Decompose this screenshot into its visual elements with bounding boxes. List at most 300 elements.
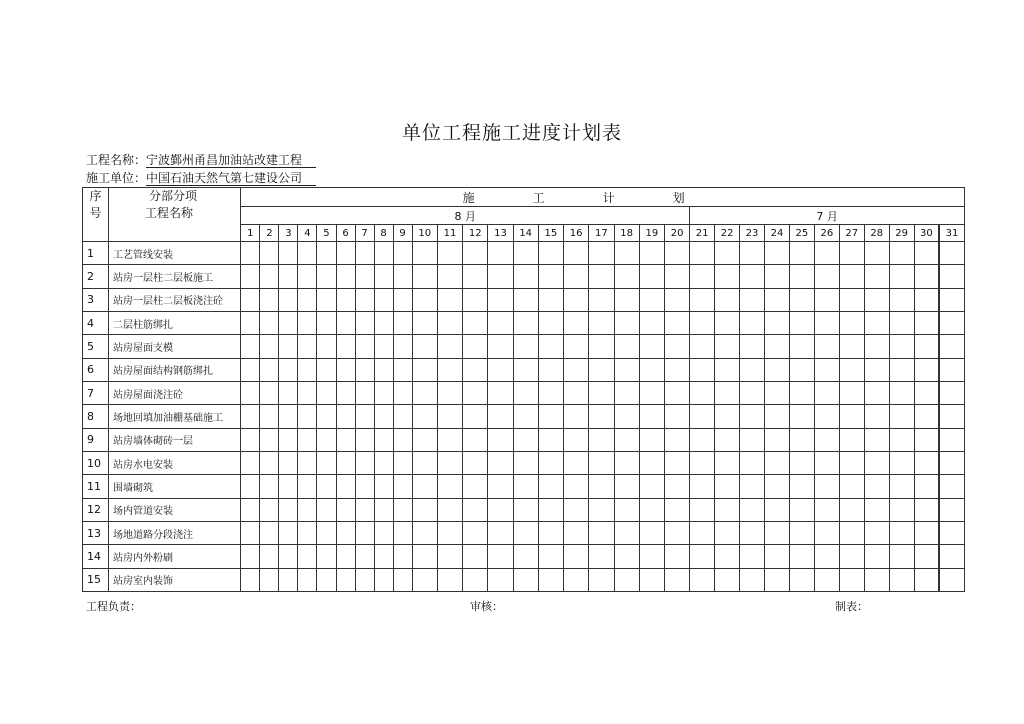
schedule-cell (839, 312, 864, 335)
schedule-cell (864, 265, 889, 288)
schedule-cell (690, 545, 715, 568)
schedule-cell (740, 522, 765, 545)
schedule-cell (538, 382, 563, 405)
schedule-cell (789, 568, 814, 591)
schedule-cell (374, 405, 393, 428)
schedule-cell (765, 382, 790, 405)
schedule-cell (939, 475, 964, 498)
schedule-cell (393, 475, 412, 498)
schedule-cell (789, 428, 814, 451)
day-header-cell: 17 (589, 225, 614, 242)
schedule-cell (889, 522, 914, 545)
schedule-cell (298, 522, 317, 545)
schedule-cell (889, 428, 914, 451)
schedule-cell (864, 475, 889, 498)
schedule-cell (789, 452, 814, 475)
schedule-cell (614, 405, 639, 428)
schedule-cell (664, 265, 689, 288)
task-name: 站房屋面结构钢筋绑扎 (109, 358, 241, 381)
schedule-cell (889, 288, 914, 311)
schedule-cell (412, 335, 437, 358)
task-number: 11 (83, 475, 109, 498)
schedule-cell (513, 358, 538, 381)
schedule-cell (355, 522, 374, 545)
schedule-cell (564, 405, 589, 428)
schedule-cell (260, 522, 279, 545)
schedule-cell (564, 265, 589, 288)
schedule-cell (765, 358, 790, 381)
schedule-cell (260, 288, 279, 311)
schedule-cell (538, 568, 563, 591)
schedule-cell (393, 405, 412, 428)
footer-maker: 制表： (835, 600, 868, 613)
schedule-cell (864, 405, 889, 428)
schedule-cell (715, 522, 740, 545)
schedule-cell (393, 498, 412, 521)
task-name: 场地回填加油棚基础施工 (109, 405, 241, 428)
schedule-cell (298, 452, 317, 475)
schedule-cell (437, 545, 462, 568)
schedule-cell (765, 242, 790, 265)
table-row (83, 265, 965, 288)
schedule-cell (839, 335, 864, 358)
schedule-cell (488, 358, 513, 381)
schedule-cell (889, 498, 914, 521)
schedule-cell (374, 382, 393, 405)
schedule-cell (914, 405, 939, 428)
day-header-cell: 30 (914, 225, 939, 242)
schedule-cell (715, 382, 740, 405)
schedule-cell (889, 242, 914, 265)
schedule-cell (298, 242, 317, 265)
task-name: 工艺管线安装 (109, 242, 241, 265)
schedule-cell (814, 545, 839, 568)
schedule-cell (463, 358, 488, 381)
day-header-cell: 29 (889, 225, 914, 242)
table-row (83, 452, 965, 475)
project-name-line (86, 151, 316, 168)
schedule-cell (298, 428, 317, 451)
schedule-cell (463, 498, 488, 521)
schedule-cell (589, 405, 614, 428)
schedule-cell (589, 312, 614, 335)
schedule-cell (355, 405, 374, 428)
schedule-cell (241, 522, 260, 545)
schedule-cell (260, 428, 279, 451)
schedule-cell (317, 288, 336, 311)
table-row (83, 498, 965, 521)
schedule-cell (740, 265, 765, 288)
schedule-cell (564, 568, 589, 591)
schedule-cell (488, 382, 513, 405)
day-header-cell: 16 (564, 225, 589, 242)
schedule-cell (260, 568, 279, 591)
table-row (83, 568, 965, 591)
schedule-cell (564, 288, 589, 311)
schedule-cell (488, 498, 513, 521)
day-header-cell: 18 (614, 225, 639, 242)
schedule-cell (889, 405, 914, 428)
schedule-cell (279, 288, 298, 311)
schedule-cell (614, 358, 639, 381)
schedule-cell (639, 335, 664, 358)
schedule-cell (279, 452, 298, 475)
schedule-cell (664, 312, 689, 335)
schedule-cell (715, 498, 740, 521)
schedule-cell (393, 265, 412, 288)
task-name: 站房屋面支模 (109, 335, 241, 358)
schedule-cell (839, 428, 864, 451)
schedule-cell (715, 452, 740, 475)
schedule-cell (260, 312, 279, 335)
task-number: 8 (83, 405, 109, 428)
schedule-cell (864, 382, 889, 405)
schedule-cell (765, 475, 790, 498)
schedule-cell (814, 382, 839, 405)
schedule-cell (939, 312, 964, 335)
schedule-cell (513, 335, 538, 358)
schedule-cell (317, 382, 336, 405)
task-number: 5 (83, 335, 109, 358)
seq-header-top: 序 (89, 189, 102, 203)
schedule-cell (317, 428, 336, 451)
schedule-cell (740, 545, 765, 568)
schedule-cell (241, 242, 260, 265)
schedule-cell (298, 568, 317, 591)
schedule-cell (789, 335, 814, 358)
schedule-cell (564, 545, 589, 568)
schedule-cell (789, 312, 814, 335)
schedule-cell (241, 288, 260, 311)
schedule-cell (614, 452, 639, 475)
project-name-value: 宁波鄞州甬昌加油站改建工程 (146, 153, 316, 168)
schedule-cell (437, 242, 462, 265)
schedule-cell (355, 498, 374, 521)
task-number: 7 (83, 382, 109, 405)
schedule-cell (336, 545, 355, 568)
schedule-cell (740, 242, 765, 265)
schedule-cell (939, 545, 964, 568)
schedule-cell (463, 405, 488, 428)
schedule-cell (336, 312, 355, 335)
schedule-cell (939, 288, 964, 311)
schedule-cell (437, 405, 462, 428)
schedule-cell (715, 405, 740, 428)
schedule-cell (279, 428, 298, 451)
schedule-cell (437, 265, 462, 288)
schedule-cell (513, 452, 538, 475)
schedule-cell (260, 242, 279, 265)
schedule-cell (914, 358, 939, 381)
day-header-cell: 15 (538, 225, 563, 242)
schedule-cell (564, 358, 589, 381)
schedule-cell (740, 382, 765, 405)
day-header-cell: 5 (317, 225, 336, 242)
schedule-cell (298, 475, 317, 498)
schedule-cell (279, 265, 298, 288)
schedule-cell (279, 568, 298, 591)
schedule-cell (538, 265, 563, 288)
schedule-cell (814, 475, 839, 498)
schedule-cell (690, 568, 715, 591)
day-header-cell: 25 (789, 225, 814, 242)
schedule-cell (355, 568, 374, 591)
schedule-cell (317, 312, 336, 335)
schedule-cell (664, 452, 689, 475)
schedule-cell (889, 452, 914, 475)
schedule-cell (639, 242, 664, 265)
schedule-cell (298, 312, 317, 335)
schedule-cell (690, 428, 715, 451)
schedule-cell (463, 568, 488, 591)
schedule-cell (298, 498, 317, 521)
schedule-cell (437, 475, 462, 498)
day-header-cell: 20 (664, 225, 689, 242)
schedule-cell (690, 312, 715, 335)
schedule-cell (614, 288, 639, 311)
schedule-cell (914, 312, 939, 335)
schedule-cell (463, 522, 488, 545)
schedule-cell (564, 475, 589, 498)
task-name: 二层柱筋绑扎 (109, 312, 241, 335)
task-number: 4 (83, 312, 109, 335)
schedule-cell (664, 428, 689, 451)
construction-unit-line (86, 169, 316, 186)
schedule-cell (864, 242, 889, 265)
schedule-cell (914, 428, 939, 451)
schedule-cell (814, 428, 839, 451)
schedule-cell (690, 335, 715, 358)
schedule-cell (914, 335, 939, 358)
table-row (83, 358, 965, 381)
schedule-cell (639, 522, 664, 545)
schedule-cell (589, 452, 614, 475)
schedule-cell (839, 382, 864, 405)
task-number: 13 (83, 522, 109, 545)
schedule-cell (765, 265, 790, 288)
schedule-cell (279, 545, 298, 568)
day-header-cell: 12 (463, 225, 488, 242)
schedule-cell (589, 428, 614, 451)
schedule-cell (614, 265, 639, 288)
schedule-cell (740, 452, 765, 475)
plan-header: 施工计划 (241, 188, 965, 207)
schedule-cell (564, 312, 589, 335)
schedule-cell (864, 452, 889, 475)
schedule-cell (374, 498, 393, 521)
schedule-cell (336, 428, 355, 451)
table-row (83, 312, 965, 335)
schedule-cell (463, 335, 488, 358)
schedule-cell (437, 452, 462, 475)
schedule-cell (412, 545, 437, 568)
schedule-cell (260, 475, 279, 498)
schedule-cell (939, 242, 964, 265)
schedule-cell (740, 358, 765, 381)
month-header-1: 8 月 (241, 207, 690, 225)
schedule-cell (564, 242, 589, 265)
schedule-cell (412, 522, 437, 545)
task-number: 6 (83, 358, 109, 381)
schedule-cell (374, 568, 393, 591)
schedule-cell (538, 288, 563, 311)
schedule-cell (740, 498, 765, 521)
schedule-cell (412, 242, 437, 265)
schedule-cell (765, 498, 790, 521)
schedule-cell (839, 452, 864, 475)
schedule-cell (939, 335, 964, 358)
schedule-cell (412, 475, 437, 498)
schedule-cell (437, 288, 462, 311)
schedule-cell (814, 498, 839, 521)
schedule-cell (412, 428, 437, 451)
schedule-cell (241, 358, 260, 381)
schedule-cell (614, 312, 639, 335)
schedule-cell (336, 288, 355, 311)
day-header-cell: 9 (393, 225, 412, 242)
schedule-cell (814, 335, 839, 358)
schedule-cell (463, 312, 488, 335)
schedule-cell (614, 522, 639, 545)
schedule-cell (279, 312, 298, 335)
schedule-cell (463, 475, 488, 498)
schedule-cell (538, 358, 563, 381)
task-name: 场内管道安装 (109, 498, 241, 521)
table-row (83, 382, 965, 405)
schedule-cell (939, 498, 964, 521)
day-header-cell: 21 (690, 225, 715, 242)
table-row (83, 288, 965, 311)
schedule-cell (260, 405, 279, 428)
schedule-cell (437, 498, 462, 521)
schedule-cell (690, 382, 715, 405)
schedule-cell (298, 288, 317, 311)
schedule-cell (789, 498, 814, 521)
schedule-cell (789, 288, 814, 311)
schedule-cell (336, 335, 355, 358)
schedule-cell (488, 568, 513, 591)
schedule-cell (639, 405, 664, 428)
day-header-cell: 2 (260, 225, 279, 242)
schedule-cell (393, 312, 412, 335)
schedule-cell (664, 522, 689, 545)
table-row (83, 522, 965, 545)
day-header-cell: 10 (412, 225, 437, 242)
schedule-cell (298, 265, 317, 288)
schedule-cell (513, 405, 538, 428)
schedule-cell (393, 242, 412, 265)
schedule-cell (355, 242, 374, 265)
schedule-cell (412, 405, 437, 428)
schedule-cell (437, 522, 462, 545)
schedule-cell (336, 498, 355, 521)
schedule-cell (355, 545, 374, 568)
schedule-cell (241, 405, 260, 428)
schedule-cell (839, 475, 864, 498)
task-name: 站房一层柱二层板浇注砼 (109, 288, 241, 311)
schedule-cell (639, 265, 664, 288)
schedule-cell (740, 288, 765, 311)
schedule-cell (513, 312, 538, 335)
task-name: 站房室内装饰 (109, 568, 241, 591)
schedule-cell (789, 242, 814, 265)
schedule-cell (564, 498, 589, 521)
day-header-cell: 22 (715, 225, 740, 242)
schedule-cell (241, 265, 260, 288)
schedule-cell (664, 358, 689, 381)
schedule-cell (241, 382, 260, 405)
schedule-cell (839, 545, 864, 568)
footer-manager: 工程负责： (86, 600, 141, 613)
schedule-cell (864, 428, 889, 451)
schedule-cell (664, 288, 689, 311)
schedule-cell (393, 428, 412, 451)
task-name: 站房墙体砌砖一层 (109, 428, 241, 451)
schedule-cell (614, 242, 639, 265)
schedule-cell (664, 568, 689, 591)
schedule-cell (279, 382, 298, 405)
schedule-cell (355, 428, 374, 451)
schedule-cell (715, 335, 740, 358)
schedule-cell (664, 475, 689, 498)
schedule-cell (437, 312, 462, 335)
schedule-cell (538, 428, 563, 451)
task-name-header-bottom: 工程名称 (145, 206, 194, 220)
schedule-cell (355, 452, 374, 475)
schedule-cell (765, 568, 790, 591)
schedule-cell (374, 358, 393, 381)
schedule-cell (437, 428, 462, 451)
schedule-cell (690, 358, 715, 381)
schedule-cell (463, 242, 488, 265)
schedule-cell (298, 545, 317, 568)
schedule-cell (690, 475, 715, 498)
schedule-cell (765, 428, 790, 451)
schedule-cell (639, 382, 664, 405)
schedule-cell (513, 498, 538, 521)
schedule-cell (488, 428, 513, 451)
schedule-cell (639, 452, 664, 475)
schedule-cell (463, 545, 488, 568)
task-name: 围墙砌筑 (109, 475, 241, 498)
schedule-cell (393, 545, 412, 568)
schedule-cell (298, 358, 317, 381)
schedule-cell (374, 428, 393, 451)
schedule-cell (513, 265, 538, 288)
schedule-cell (488, 475, 513, 498)
schedule-cell (814, 522, 839, 545)
schedule-cell (412, 312, 437, 335)
schedule-cell (317, 568, 336, 591)
day-header-cell: 27 (839, 225, 864, 242)
schedule-cell (664, 545, 689, 568)
schedule-cell (715, 428, 740, 451)
schedule-cell (690, 522, 715, 545)
schedule-cell (839, 568, 864, 591)
schedule-cell (939, 405, 964, 428)
schedule-cell (864, 358, 889, 381)
schedule-cell (513, 568, 538, 591)
schedule-cell (639, 312, 664, 335)
schedule-cell (355, 265, 374, 288)
schedule-cell (437, 382, 462, 405)
schedule-cell (336, 242, 355, 265)
schedule-cell (488, 312, 513, 335)
task-number: 2 (83, 265, 109, 288)
task-name: 站房内外粉刷 (109, 545, 241, 568)
schedule-cell (279, 522, 298, 545)
schedule-cell (241, 545, 260, 568)
